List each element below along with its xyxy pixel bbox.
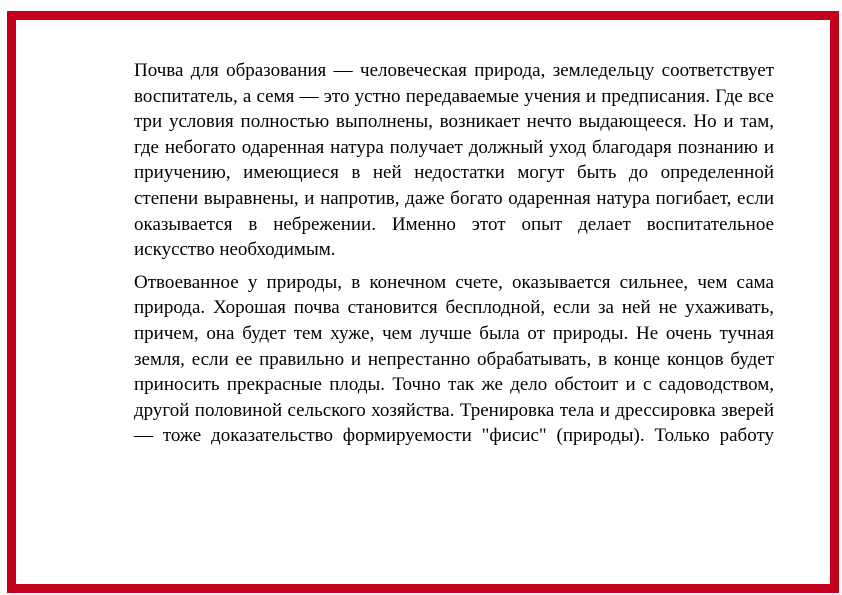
text-block [134, 58, 774, 449]
paragraph-1: Почва для образования — человеческая природа, земледельцу соответствует воспитатель, а семя — это устно передаваемые учения и предписания. Где все три условия полностью выполнены, возникает нечто выдающееся. Но и там, где небогато одаренная натура получает должный уход благодаря познанию и приучению, имеющиеся в ней недостатки могут быть до определенной степени выравнены, и напротив, даже богато одаренная натура погибает, если оказывается в небрежении. Именно этот опыт делает воспитательное искусство необходимым. [134, 60, 774, 261]
paragraph-2: Отвоеванное у природы, в конечном счете, оказывается сильнее, чем сама природа. Хорошая почва становится бесплодной, если за ней не ухаживать, причем, она будет тем хуже, чем лучше была от природы. Не очень тучная земля, если ее правильно и непрестанно обрабатывать, в конце концов будет приносить прекрасные плоды. Точно так же дело обстоит и с садоводством, другой половиной сельского хозяйства. Тренировка тела и дрессировка зверей — тоже доказательство формируемости "фисис" (природы). Только работу [134, 271, 774, 447]
